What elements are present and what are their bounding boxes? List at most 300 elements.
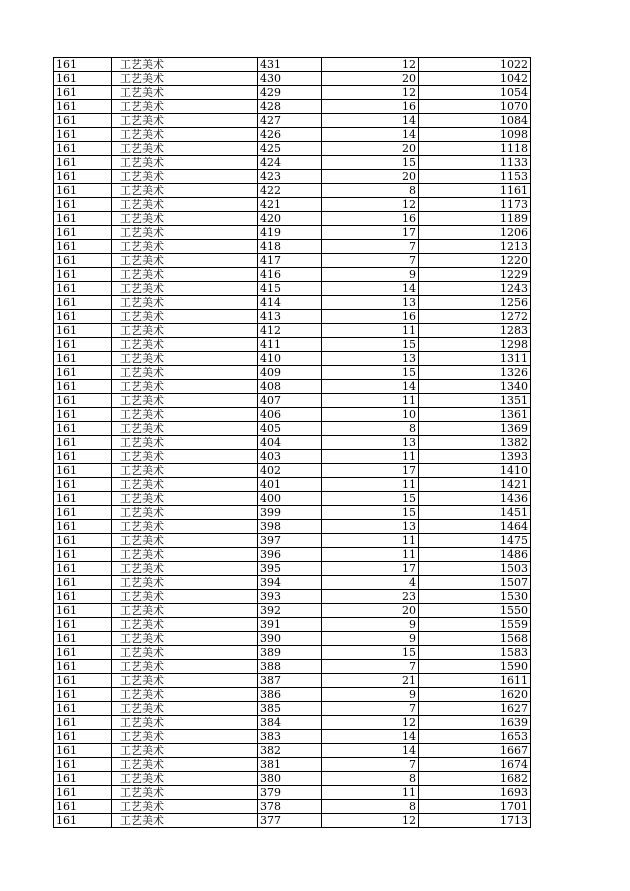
cumulative-cell: 1693 [419,786,531,800]
table-row [54,72,531,86]
count-cell: 13 [322,352,419,366]
score-cell: 412 [258,324,322,338]
subject-cell: 工艺美术 [112,702,258,716]
score-cell: 397 [258,534,322,548]
table-row [54,352,531,366]
subject-cell: 工艺美术 [112,212,258,226]
count-cell: 8 [322,184,419,198]
subject-cell: 工艺美术 [112,352,258,366]
count-cell: 7 [322,758,419,772]
table-row [54,492,531,506]
table-row [54,198,531,212]
score-cell: 429 [258,86,322,100]
code-cell: 161 [54,520,112,534]
table-row [54,114,531,128]
code-cell: 161 [54,240,112,254]
subject-cell: 工艺美术 [112,520,258,534]
subject-cell: 工艺美术 [112,604,258,618]
table-row [54,436,531,450]
count-cell: 9 [322,618,419,632]
subject-cell: 工艺美术 [112,464,258,478]
code-cell: 161 [54,58,112,72]
code-cell: 161 [54,422,112,436]
code-cell: 161 [54,310,112,324]
count-cell: 11 [322,786,419,800]
score-cell: 391 [258,618,322,632]
code-cell: 161 [54,660,112,674]
cumulative-cell: 1070 [419,100,531,114]
table-row [54,534,531,548]
cumulative-cell: 1620 [419,688,531,702]
code-cell: 161 [54,156,112,170]
code-cell: 161 [54,72,112,86]
code-cell: 161 [54,730,112,744]
score-cell: 404 [258,436,322,450]
count-cell: 10 [322,408,419,422]
score-cell: 406 [258,408,322,422]
code-cell: 161 [54,716,112,730]
count-cell: 8 [322,422,419,436]
subject-cell: 工艺美术 [112,800,258,814]
subject-cell: 工艺美术 [112,310,258,324]
subject-cell: 工艺美术 [112,772,258,786]
subject-cell: 工艺美术 [112,492,258,506]
subject-cell: 工艺美术 [112,688,258,702]
score-cell: 431 [258,58,322,72]
code-cell: 161 [54,338,112,352]
score-table [53,57,531,828]
count-cell: 9 [322,268,419,282]
table-row [54,814,531,828]
score-cell: 383 [258,730,322,744]
cumulative-cell: 1507 [419,576,531,590]
cumulative-cell: 1436 [419,492,531,506]
score-cell: 410 [258,352,322,366]
table-row [54,296,531,310]
subject-cell: 工艺美术 [112,478,258,492]
code-cell: 161 [54,436,112,450]
score-cell: 409 [258,366,322,380]
subject-cell: 工艺美术 [112,436,258,450]
score-cell: 396 [258,548,322,562]
cumulative-cell: 1133 [419,156,531,170]
count-cell: 11 [322,450,419,464]
code-cell: 161 [54,100,112,114]
code-cell: 161 [54,212,112,226]
code-cell: 161 [54,380,112,394]
score-cell: 401 [258,478,322,492]
score-cell: 418 [258,240,322,254]
count-cell: 15 [322,506,419,520]
cumulative-cell: 1559 [419,618,531,632]
count-cell: 14 [322,380,419,394]
code-cell: 161 [54,506,112,520]
cumulative-cell: 1351 [419,394,531,408]
subject-cell: 工艺美术 [112,786,258,800]
subject-cell: 工艺美术 [112,296,258,310]
score-cell: 387 [258,674,322,688]
score-cell: 430 [258,72,322,86]
cumulative-cell: 1682 [419,772,531,786]
table-row [54,506,531,520]
score-table-body [54,58,531,828]
score-cell: 427 [258,114,322,128]
table-row [54,772,531,786]
count-cell: 13 [322,520,419,534]
code-cell: 161 [54,408,112,422]
code-cell: 161 [54,548,112,562]
count-cell: 11 [322,394,419,408]
score-cell: 405 [258,422,322,436]
code-cell: 161 [54,170,112,184]
code-cell: 161 [54,324,112,338]
count-cell: 4 [322,576,419,590]
subject-cell: 工艺美术 [112,100,258,114]
score-cell: 423 [258,170,322,184]
score-cell: 393 [258,590,322,604]
cumulative-cell: 1054 [419,86,531,100]
score-cell: 413 [258,310,322,324]
subject-cell: 工艺美术 [112,618,258,632]
table-row [54,58,531,72]
count-cell: 8 [322,772,419,786]
code-cell: 161 [54,128,112,142]
count-cell: 20 [322,72,419,86]
count-cell: 15 [322,646,419,660]
cumulative-cell: 1583 [419,646,531,660]
table-row [54,170,531,184]
score-cell: 425 [258,142,322,156]
cumulative-cell: 1369 [419,422,531,436]
code-cell: 161 [54,464,112,478]
code-cell: 161 [54,772,112,786]
count-cell: 12 [322,814,419,828]
table-row [54,562,531,576]
score-cell: 411 [258,338,322,352]
table-row [54,548,531,562]
table-row [54,394,531,408]
subject-cell: 工艺美术 [112,170,258,184]
table-row [54,702,531,716]
count-cell: 7 [322,240,419,254]
subject-cell: 工艺美术 [112,198,258,212]
score-cell: 384 [258,716,322,730]
count-cell: 7 [322,702,419,716]
count-cell: 11 [322,548,419,562]
score-cell: 424 [258,156,322,170]
table-row [54,758,531,772]
table-row [54,604,531,618]
table-row [54,618,531,632]
cumulative-cell: 1098 [419,128,531,142]
cumulative-cell: 1713 [419,814,531,828]
table-row [54,254,531,268]
table-row [54,240,531,254]
score-cell: 377 [258,814,322,828]
cumulative-cell: 1206 [419,226,531,240]
cumulative-cell: 1653 [419,730,531,744]
count-cell: 14 [322,114,419,128]
count-cell: 16 [322,100,419,114]
code-cell: 161 [54,478,112,492]
subject-cell: 工艺美术 [112,562,258,576]
score-cell: 407 [258,394,322,408]
code-cell: 161 [54,758,112,772]
cumulative-cell: 1161 [419,184,531,198]
subject-cell: 工艺美术 [112,744,258,758]
code-cell: 161 [54,800,112,814]
subject-cell: 工艺美术 [112,72,258,86]
code-cell: 161 [54,786,112,800]
score-cell: 379 [258,786,322,800]
table-row [54,366,531,380]
code-cell: 161 [54,688,112,702]
table-row [54,380,531,394]
cumulative-cell: 1243 [419,282,531,296]
code-cell: 161 [54,198,112,212]
code-cell: 161 [54,352,112,366]
code-cell: 161 [54,814,112,828]
table-row [54,310,531,324]
count-cell: 12 [322,58,419,72]
code-cell: 161 [54,394,112,408]
table-row [54,142,531,156]
cumulative-cell: 1393 [419,450,531,464]
count-cell: 20 [322,170,419,184]
subject-cell: 工艺美术 [112,576,258,590]
subject-cell: 工艺美术 [112,814,258,828]
cumulative-cell: 1475 [419,534,531,548]
count-cell: 12 [322,198,419,212]
score-cell: 386 [258,688,322,702]
cumulative-cell: 1701 [419,800,531,814]
table-row [54,184,531,198]
cumulative-cell: 1486 [419,548,531,562]
cumulative-cell: 1451 [419,506,531,520]
count-cell: 21 [322,674,419,688]
code-cell: 161 [54,254,112,268]
subject-cell: 工艺美术 [112,142,258,156]
code-cell: 161 [54,744,112,758]
code-cell: 161 [54,450,112,464]
table-row [54,660,531,674]
subject-cell: 工艺美术 [112,394,258,408]
subject-cell: 工艺美术 [112,534,258,548]
table-row [54,128,531,142]
code-cell: 161 [54,86,112,100]
cumulative-cell: 1627 [419,702,531,716]
count-cell: 12 [322,86,419,100]
code-cell: 161 [54,562,112,576]
code-cell: 161 [54,590,112,604]
score-cell: 408 [258,380,322,394]
score-cell: 399 [258,506,322,520]
subject-cell: 工艺美术 [112,366,258,380]
score-cell: 428 [258,100,322,114]
cumulative-cell: 1421 [419,478,531,492]
cumulative-cell: 1256 [419,296,531,310]
cumulative-cell: 1530 [419,590,531,604]
score-cell: 419 [258,226,322,240]
score-cell: 378 [258,800,322,814]
code-cell: 161 [54,618,112,632]
subject-cell: 工艺美术 [112,338,258,352]
count-cell: 14 [322,730,419,744]
table-row [54,786,531,800]
code-cell: 161 [54,632,112,646]
subject-cell: 工艺美术 [112,450,258,464]
score-cell: 416 [258,268,322,282]
cumulative-cell: 1667 [419,744,531,758]
score-cell: 385 [258,702,322,716]
score-cell: 421 [258,198,322,212]
subject-cell: 工艺美术 [112,660,258,674]
count-cell: 20 [322,604,419,618]
table-row [54,590,531,604]
cumulative-cell: 1229 [419,268,531,282]
code-cell: 161 [54,702,112,716]
score-cell: 394 [258,576,322,590]
score-cell: 398 [258,520,322,534]
subject-cell: 工艺美术 [112,240,258,254]
count-cell: 7 [322,254,419,268]
cumulative-cell: 1410 [419,464,531,478]
score-cell: 415 [258,282,322,296]
count-cell: 11 [322,478,419,492]
cumulative-cell: 1298 [419,338,531,352]
code-cell: 161 [54,604,112,618]
table-row [54,100,531,114]
score-cell: 420 [258,212,322,226]
cumulative-cell: 1084 [419,114,531,128]
cumulative-cell: 1382 [419,436,531,450]
cumulative-cell: 1361 [419,408,531,422]
count-cell: 23 [322,590,419,604]
score-cell: 381 [258,758,322,772]
subject-cell: 工艺美术 [112,380,258,394]
table-row [54,226,531,240]
count-cell: 17 [322,464,419,478]
score-cell: 402 [258,464,322,478]
count-cell: 11 [322,534,419,548]
subject-cell: 工艺美术 [112,590,258,604]
table-row [54,338,531,352]
table-row [54,268,531,282]
table-row [54,478,531,492]
score-cell: 395 [258,562,322,576]
table-row [54,632,531,646]
subject-cell: 工艺美术 [112,548,258,562]
count-cell: 14 [322,282,419,296]
subject-cell: 工艺美术 [112,324,258,338]
cumulative-cell: 1272 [419,310,531,324]
count-cell: 9 [322,688,419,702]
table-row [54,716,531,730]
subject-cell: 工艺美术 [112,506,258,520]
table-row [54,422,531,436]
cumulative-cell: 1326 [419,366,531,380]
cumulative-cell: 1022 [419,58,531,72]
count-cell: 17 [322,562,419,576]
score-cell: 422 [258,184,322,198]
count-cell: 17 [322,226,419,240]
subject-cell: 工艺美术 [112,58,258,72]
score-cell: 382 [258,744,322,758]
table-row [54,324,531,338]
count-cell: 16 [322,212,419,226]
count-cell: 15 [322,338,419,352]
score-cell: 390 [258,632,322,646]
subject-cell: 工艺美术 [112,632,258,646]
count-cell: 13 [322,436,419,450]
score-cell: 400 [258,492,322,506]
subject-cell: 工艺美术 [112,184,258,198]
count-cell: 15 [322,156,419,170]
cumulative-cell: 1340 [419,380,531,394]
cumulative-cell: 1590 [419,660,531,674]
code-cell: 161 [54,646,112,660]
score-cell: 389 [258,646,322,660]
subject-cell: 工艺美术 [112,716,258,730]
cumulative-cell: 1464 [419,520,531,534]
cumulative-cell: 1220 [419,254,531,268]
cumulative-cell: 1213 [419,240,531,254]
score-cell: 380 [258,772,322,786]
cumulative-cell: 1153 [419,170,531,184]
cumulative-cell: 1118 [419,142,531,156]
cumulative-cell: 1550 [419,604,531,618]
subject-cell: 工艺美术 [112,674,258,688]
table-row [54,730,531,744]
table-row [54,86,531,100]
subject-cell: 工艺美术 [112,86,258,100]
subject-cell: 工艺美术 [112,156,258,170]
count-cell: 14 [322,128,419,142]
code-cell: 161 [54,142,112,156]
count-cell: 8 [322,800,419,814]
subject-cell: 工艺美术 [112,758,258,772]
count-cell: 9 [322,632,419,646]
count-cell: 7 [322,660,419,674]
subject-cell: 工艺美术 [112,268,258,282]
count-cell: 13 [322,296,419,310]
table-row [54,646,531,660]
cumulative-cell: 1173 [419,198,531,212]
cumulative-cell: 1311 [419,352,531,366]
table-row [54,212,531,226]
table-row [54,576,531,590]
code-cell: 161 [54,268,112,282]
subject-cell: 工艺美术 [112,646,258,660]
table-row [54,744,531,758]
subject-cell: 工艺美术 [112,128,258,142]
subject-cell: 工艺美术 [112,730,258,744]
cumulative-cell: 1639 [419,716,531,730]
score-cell: 414 [258,296,322,310]
cumulative-cell: 1042 [419,72,531,86]
subject-cell: 工艺美术 [112,254,258,268]
code-cell: 161 [54,534,112,548]
table-row [54,800,531,814]
count-cell: 12 [322,716,419,730]
table-row [54,464,531,478]
table-row [54,688,531,702]
cumulative-cell: 1503 [419,562,531,576]
subject-cell: 工艺美术 [112,226,258,240]
subject-cell: 工艺美术 [112,114,258,128]
subject-cell: 工艺美术 [112,282,258,296]
table-row [54,450,531,464]
